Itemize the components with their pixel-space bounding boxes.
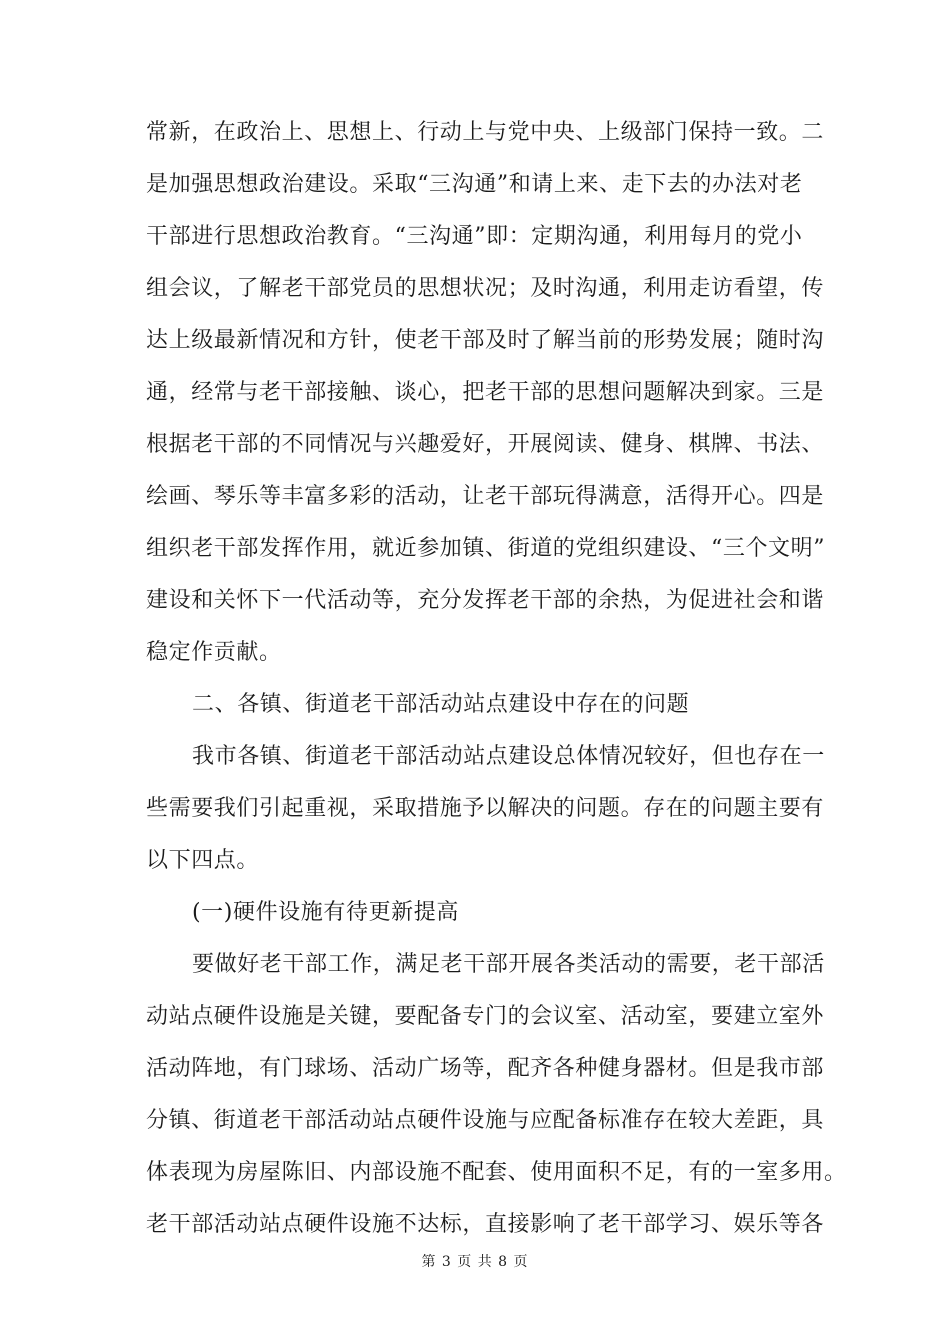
text-line: 常新，在政治上、思想上、行动上与党中央、上级部门保持一致。二 (146, 120, 825, 145)
page-number: 第 3 页 共 8 页 (421, 1254, 529, 1270)
section-heading: 二、各镇、街道老干部活动站点建设中存在的问题 (192, 692, 690, 717)
text-line: 动站点硬件设施是关键，要配备专门的会议室、活动室，要建立室外 (146, 1004, 825, 1029)
text-line: 是加强思想政治建设。采取“三沟通”和请上来、走下去的办法对老 (146, 172, 803, 197)
text-line: 组会议，了解老干部党员的思想状况；及时沟通，利用走访看望，传 (146, 276, 825, 301)
paragraph-first-line: 我市各镇、街道老干部活动站点建设总体情况较好，但也存在一 (192, 744, 825, 769)
paragraph-first-line: 要做好老干部工作，满足老干部开展各类活动的需要，老干部活 (192, 952, 825, 977)
text-line: 组织老干部发挥作用，就近参加镇、街道的党组织建设、“三个文明” (146, 536, 826, 561)
text-line: 稳定作贡献。 (146, 640, 282, 665)
text-line: 些需要我们引起重视，采取措施予以解决的问题。存在的问题主要有 (146, 796, 825, 821)
text-line: 活动阵地，有门球场、活动广场等，配齐各种健身器材。但是我市部 (146, 1056, 825, 1081)
text-line: 老干部活动站点硬件设施不达标，直接影响了老干部学习、娱乐等各 (146, 1212, 825, 1237)
text-line: 干部进行思想政治教育。“三沟通”即：定期沟通，利用每月的党小 (146, 224, 803, 249)
text-line: 达上级最新情况和方针，使老干部及时了解当前的形势发展；随时沟 (146, 328, 825, 353)
text-line: 通，经常与老干部接触、谈心，把老干部的思想问题解决到家。三是 (146, 380, 825, 405)
subsection-heading: (一)硬件设施有待更新提高 (192, 900, 459, 925)
text-line: 分镇、街道老干部活动站点硬件设施与应配备标准存在较大差距，具 (146, 1108, 825, 1133)
text-line: 建设和关怀下一代活动等，充分发挥老干部的余热，为促进社会和谐 (146, 588, 825, 613)
text-line: 以下四点。 (146, 848, 260, 873)
text-line: 绘画、琴乐等丰富多彩的活动，让老干部玩得满意，活得开心。四是 (146, 484, 825, 509)
text-line: 体表现为房屋陈旧、内部设施不配套、使用面积不足，有的一室多用。 (146, 1160, 847, 1185)
text-line: 根据老干部的不同情况与兴趣爱好，开展阅读、健身、棋牌、书法、 (146, 432, 825, 457)
